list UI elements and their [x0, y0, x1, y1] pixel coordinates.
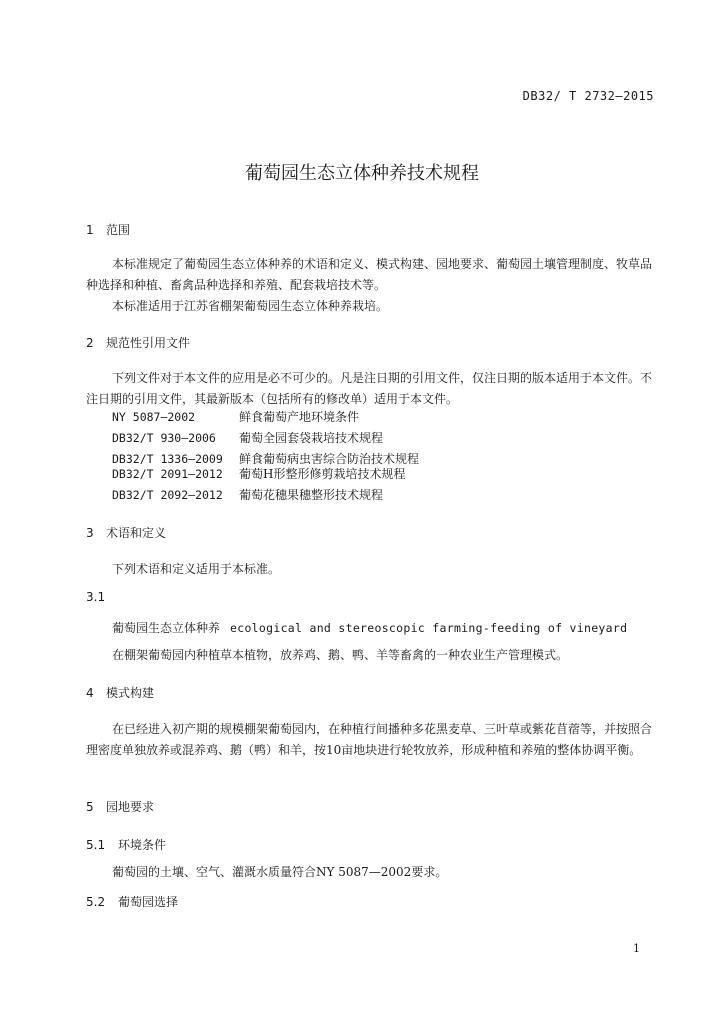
section-title: 术语和定义: [106, 526, 167, 540]
section-5-heading: [86, 798, 154, 815]
section-1-paragraph-2: 本标准适用于江苏省棚架葡萄园生态立体种养栽培。: [112, 299, 389, 313]
reference-name: 鲜食葡萄产地环境条件: [239, 410, 360, 424]
reference-code: DB32/T 2092—2012: [112, 488, 223, 502]
subsection-5-1-heading: [86, 836, 166, 853]
subsection-title: 环境条件: [118, 838, 167, 852]
subsection-number: 5.1: [86, 838, 106, 852]
reference-item: [112, 408, 359, 425]
reference-item: [112, 486, 383, 503]
section-3-intro: 下列术语和定义适用于本标准。: [112, 562, 281, 576]
section-number: 2: [86, 336, 94, 350]
subsection-number: 3.1: [86, 590, 106, 604]
reference-code: DB32/T 2091—2012: [112, 467, 223, 481]
reference-name: 葡萄全园套袋栽培技术规程: [239, 431, 384, 445]
subsection-5-1-text: 葡萄园的土壤、空气、灌溉水质量符合NY 5087—2002要求。: [112, 865, 448, 879]
reference-name: 葡萄花穗果穗整形技术规程: [239, 488, 384, 502]
section-title: 模式构建: [106, 686, 155, 700]
term-definition: 在棚架葡萄园内种植草本植物，放养鸡、鹅、鸭、羊等畜禽的一种农业生产管理模式。: [112, 648, 569, 662]
section-number: 1: [86, 223, 94, 237]
section-title: 园地要求: [106, 800, 155, 814]
reference-code: DB32/T 1336—2009: [112, 452, 223, 466]
section-2-heading: [86, 334, 190, 351]
section-4-heading: [86, 684, 154, 701]
reference-code: DB32/T 930—2006: [112, 431, 216, 445]
section-3-heading: [86, 524, 166, 541]
term-entry: [112, 619, 627, 636]
section-number: 4: [86, 686, 94, 700]
term-chinese: 葡萄园生态立体种养: [112, 621, 221, 635]
subsection-5-2-heading: [86, 893, 178, 910]
section-4-paragraph: 在已经进入初产期的规模棚架葡萄园内，在种植行间播种多花黑麦草、三叶草或紫花苜蓿等，并按照合理密度单独放养或混养鸡、鹅（鸭）和羊，按10亩地块进行轮牧放养，形成种植和养殖的整体协调平衡。: [86, 722, 653, 757]
section-1-heading: [86, 221, 130, 238]
reference-item: [112, 429, 383, 446]
section-2-intro: 下列文件对于本文件的应用是必不可少的。凡是注日期的引用文件，仅注日期的版本适用于本文件。不注日期的引用文件，其最新版本（包括所有的修改单）适用于本文件。: [86, 371, 653, 406]
section-number: 5: [86, 800, 94, 814]
subsection-number: 5.2: [86, 895, 106, 909]
section-title: 范围: [106, 223, 131, 237]
term-english: ecological and stereoscopic farming-feeding of vineyard: [230, 621, 628, 635]
section-1-paragraph-1: 本标准规定了葡萄园生态立体种养的术语和定义、模式构建、园地要求、葡萄园土壤管理制度、牧草品种选择和种植、畜禽品种选择和养殖、配套栽培技术等。: [86, 257, 653, 292]
section-title: 规范性引用文件: [106, 336, 191, 350]
section-number: 3: [86, 526, 94, 540]
document-title: 葡萄园生态立体种养技术规程: [245, 163, 479, 184]
reference-item: [112, 465, 405, 482]
reference-name: 葡萄H形整形修剪栽培技术规程: [239, 467, 406, 481]
standard-number: DB32/ T 2732—2015: [522, 89, 654, 103]
subsection-title: 葡萄园选择: [118, 895, 179, 909]
reference-code: NY 5087—2002: [112, 410, 196, 424]
subsection-3-1-heading: [86, 590, 105, 604]
reference-name: 鲜食葡萄病虫害综合防治技术规程: [239, 452, 420, 466]
page-number: 1: [633, 942, 640, 955]
